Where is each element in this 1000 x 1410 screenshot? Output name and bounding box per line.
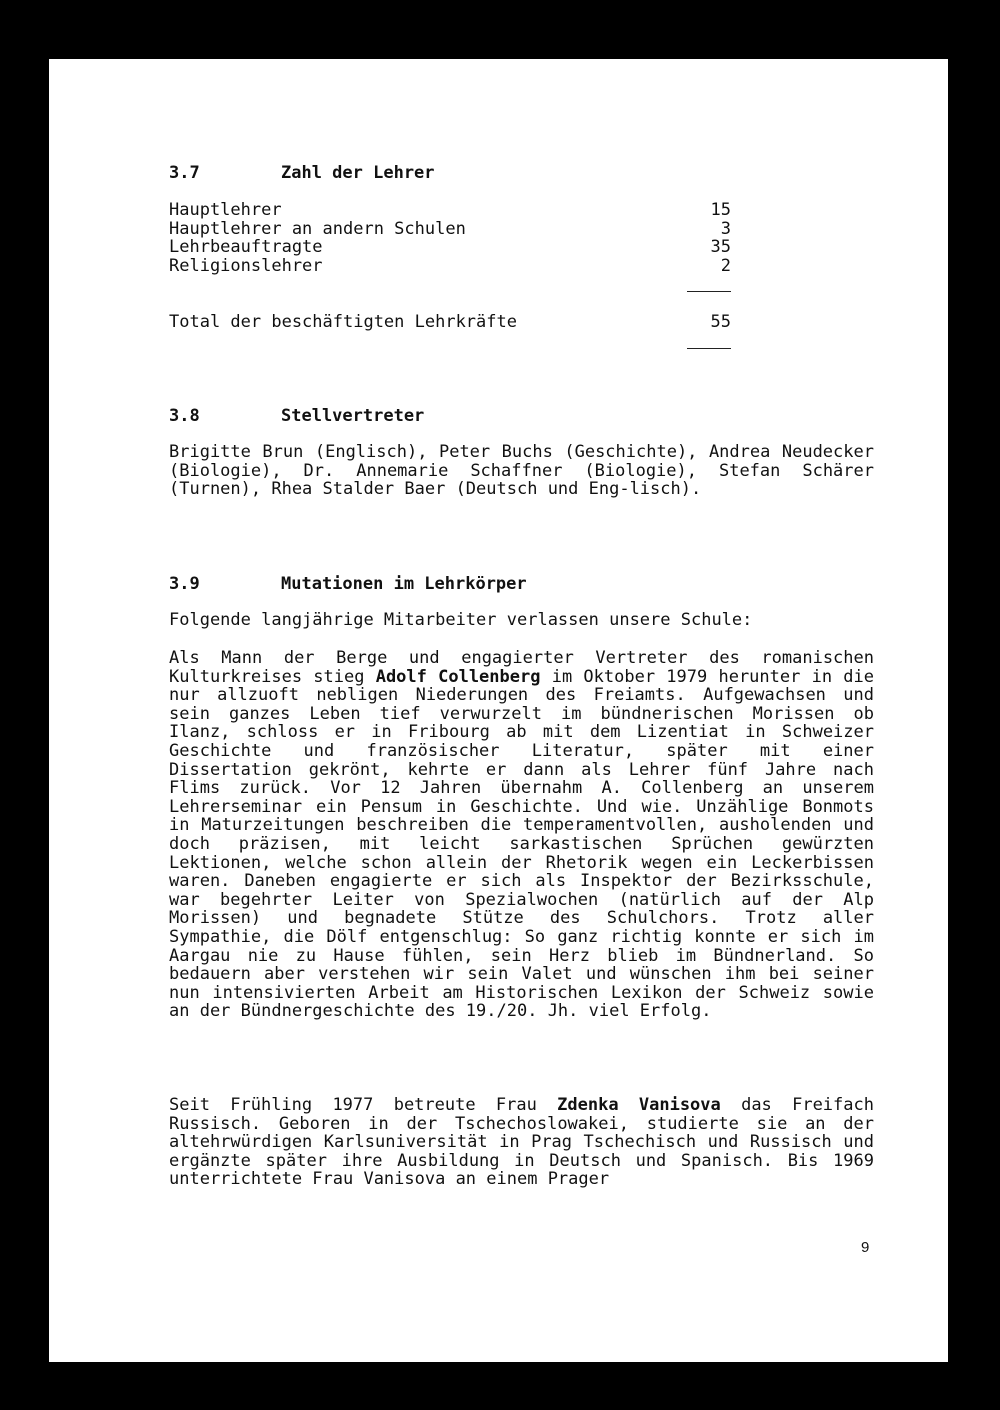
section-number: 3.9 bbox=[169, 574, 200, 594]
row-value: 35 bbox=[710, 237, 731, 257]
section-number: 3.8 bbox=[169, 406, 200, 426]
person-name: Zdenka Vanisova bbox=[557, 1095, 721, 1115]
document-page bbox=[49, 59, 948, 1362]
mutations-intro: Folgende langjährige Mitarbeiter verlassen unsere Schule: bbox=[169, 610, 753, 630]
section-title: Mutationen im Lehrkörper bbox=[281, 574, 527, 594]
total-label: Total der beschäftigten Lehrkräfte bbox=[169, 312, 517, 332]
paragraph-text: im Oktober 1979 herunter in die nur allzuoft nebligen Niederungen des Freiamts. Aufgewachsen und sein ganzes Leben tief verwurzelt im bündnerischen Morissen ob Ilanz, schloss er in Fribourg ab mit dem Lizentiat in Schweizer Geschichte und französischer Literatur, später mit einer Dissertation gekrönt, kehrte er dann als Lehrer fünf Jahre nach Flims zurück. Vor 12 Jahren übernahm A. Collenberg an unserem Lehrerseminar ein Pensum in Geschichte. Und wie. Unzählige Bonmots in Maturzeitungen beschreiben die temperamentvollen, ausholenden und doch präzisen, mit leicht sarkastischen Sprüchen gewürzten Lektionen, welche schon allein der Rhetorik wegen ein Leckerbissen waren. Daneben engagierte er sich als Inspektor der Bezirksschule, war begehrter Leiter von Spezialwochen (natürlich auf der Alp Morissen) und begnadete Stütze des Schulchors. Trotz aller Sympathie, die Dölf entgenschlug: So ganz richtig konnte er sich im Aargau nie zu Hause fühlen, sein Herz blieb im Bündnerland. So bedauern aber verstehen wir sein Valet und wünschen ihm bei seiner nun intensivierten Arbeit am Historischen Lexikon der Schweiz sowie an der Bündnergeschichte des 19./20. Jh. viel Erfolg. bbox=[169, 666, 874, 1022]
page-number: 9 bbox=[861, 1239, 870, 1256]
section-title: Stellvertreter bbox=[281, 406, 425, 426]
substitutes-paragraph: Brigitte Brun (Englisch), Peter Buchs (Geschichte), Andrea Neudecker (Biologie), Dr. Annemarie Schaffner (Biologie), Stefan Schärer (Turnen), Rhea Stalder Baer (Deutsch und Eng-lisch). bbox=[169, 442, 874, 500]
row-label: Hauptlehrer bbox=[169, 200, 282, 220]
collenberg-paragraph bbox=[169, 649, 874, 1021]
person-name: Adolf Collenberg bbox=[375, 666, 541, 687]
row-label: Hauptlehrer an andern Schulen bbox=[169, 219, 466, 239]
row-value: 15 bbox=[710, 200, 731, 220]
vanisova-paragraph bbox=[169, 1096, 874, 1189]
row-value: 3 bbox=[720, 219, 731, 239]
paragraph-text: Seit Frühling 1977 betreute Frau bbox=[169, 1095, 558, 1115]
section-title: Zahl der Lehrer bbox=[281, 163, 435, 183]
row-value: 2 bbox=[720, 256, 731, 276]
sum-rule bbox=[687, 291, 731, 292]
row-label: Lehrbeauftragte bbox=[169, 237, 323, 257]
section-number: 3.7 bbox=[169, 163, 200, 183]
paragraph-text: das Freifach Russisch. Geboren in der Tschechoslowakei, studierte sie an der altehrwürdigen Karlsuniversität in Prag Tschechisch und Russisch und ergänzte später ihre Ausbildung in Deutsch und Spanisch. Bis 1969 unterrichtete Frau Vanisova an einem Prager bbox=[169, 1095, 874, 1190]
row-label: Religionslehrer bbox=[169, 256, 323, 276]
total-rule bbox=[687, 348, 731, 349]
total-value: 55 bbox=[710, 312, 731, 332]
paragraph-text: Als Mann der Berge und engagierter Vertreter des romanischen Kulturkreises stieg bbox=[169, 648, 874, 687]
